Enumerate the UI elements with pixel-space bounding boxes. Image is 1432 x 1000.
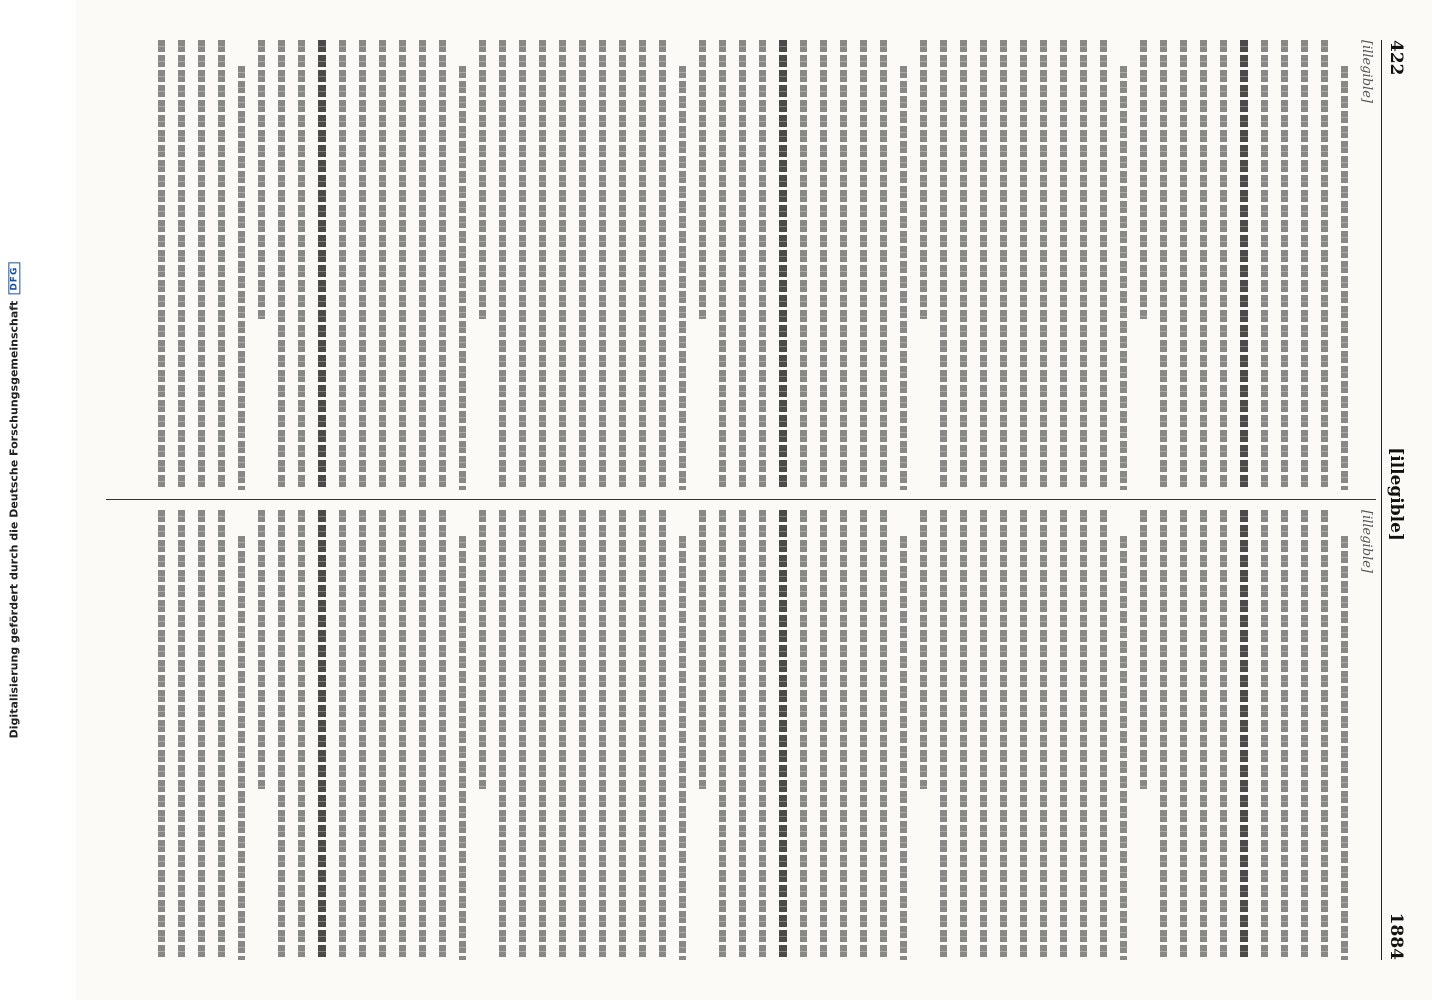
text-line xyxy=(359,40,366,490)
text-line xyxy=(459,66,466,490)
text-line xyxy=(439,40,446,490)
text-line xyxy=(840,510,847,960)
digitization-footer xyxy=(0,0,28,1000)
text-line xyxy=(1100,510,1107,960)
text-lines-left xyxy=(158,40,1348,490)
text-line xyxy=(1100,40,1107,490)
text-line xyxy=(679,66,686,490)
text-line xyxy=(1341,536,1348,960)
digitization-credit: Digitalisierung gefördert durch die Deutsche Forschungsgemeinschaft xyxy=(7,300,21,738)
text-line xyxy=(1301,510,1308,960)
text-line xyxy=(599,510,606,960)
text-line xyxy=(399,510,406,960)
text-line xyxy=(659,510,666,960)
text-line xyxy=(1160,510,1167,960)
column-divider xyxy=(106,499,1376,500)
text-line xyxy=(880,40,887,490)
text-line xyxy=(298,510,305,960)
text-line xyxy=(1040,40,1047,490)
text-line xyxy=(940,40,947,490)
text-line xyxy=(1220,510,1227,960)
dfg-logo: DFG xyxy=(8,262,20,294)
text-line xyxy=(599,40,606,490)
text-line xyxy=(960,510,967,960)
text-line xyxy=(759,510,766,960)
page-header xyxy=(1381,40,1414,960)
text-line xyxy=(1140,510,1147,789)
text-line xyxy=(619,510,626,960)
text-line xyxy=(1321,40,1328,490)
text-line xyxy=(339,40,346,490)
text-line xyxy=(1321,510,1328,960)
text-line xyxy=(1281,40,1288,490)
text-line xyxy=(679,536,686,960)
text-line xyxy=(1020,40,1027,490)
text-line xyxy=(779,40,787,490)
text-line xyxy=(920,510,927,789)
text-line xyxy=(399,40,406,490)
text-line xyxy=(158,40,165,490)
text-line xyxy=(278,40,285,490)
text-line xyxy=(198,40,205,490)
text-line xyxy=(339,510,346,960)
text-line xyxy=(699,510,706,789)
column-left-text: [illegible] xyxy=(1359,40,1374,103)
text-line xyxy=(980,510,987,960)
text-line xyxy=(1080,40,1087,490)
text-line xyxy=(459,536,466,960)
text-line xyxy=(238,536,245,960)
text-line xyxy=(379,40,386,490)
page-date: 1884 xyxy=(1386,912,1406,960)
scanned-page xyxy=(76,0,1432,1000)
text-line xyxy=(1000,40,1007,490)
text-line xyxy=(900,66,907,490)
page-number: 422 xyxy=(1386,40,1406,76)
text-line xyxy=(178,40,185,490)
text-line xyxy=(298,40,305,490)
text-line xyxy=(739,510,746,960)
text-line xyxy=(519,40,526,490)
text-line xyxy=(800,40,807,490)
text-line xyxy=(639,510,646,960)
text-lines-right xyxy=(158,510,1348,960)
text-line xyxy=(1261,510,1268,960)
text-line xyxy=(960,40,967,490)
text-line xyxy=(1301,40,1308,490)
text-line xyxy=(1060,510,1067,960)
text-line xyxy=(439,510,446,960)
text-column-right xyxy=(106,510,1376,960)
text-line xyxy=(1200,40,1207,490)
text-line xyxy=(860,510,867,960)
text-line xyxy=(820,40,827,490)
text-line xyxy=(559,40,566,490)
text-line xyxy=(419,510,426,960)
text-line xyxy=(1261,40,1268,490)
text-line xyxy=(559,510,566,960)
text-line xyxy=(779,510,787,960)
text-line xyxy=(659,40,666,490)
text-line xyxy=(218,510,225,960)
text-line xyxy=(238,66,245,490)
text-line xyxy=(539,40,546,490)
text-line xyxy=(840,40,847,490)
text-line xyxy=(1060,40,1067,490)
text-line xyxy=(579,510,586,960)
text-line xyxy=(699,40,706,319)
text-line xyxy=(900,536,907,960)
text-line xyxy=(800,510,807,960)
text-line xyxy=(1140,40,1147,319)
text-line xyxy=(178,510,185,960)
text-column-left xyxy=(106,40,1376,490)
text-line xyxy=(379,510,386,960)
text-line xyxy=(579,40,586,490)
text-line xyxy=(1220,40,1227,490)
text-line xyxy=(1341,66,1348,490)
text-line xyxy=(1180,40,1187,490)
column-right-text: [illegible] xyxy=(1359,510,1374,573)
text-line xyxy=(619,40,626,490)
text-line xyxy=(860,40,867,490)
text-line xyxy=(1281,510,1288,960)
text-line xyxy=(940,510,947,960)
text-line xyxy=(479,510,486,789)
text-line xyxy=(820,510,827,960)
text-line xyxy=(499,40,506,490)
page-title: [illegible] xyxy=(1386,447,1406,541)
text-line xyxy=(359,510,366,960)
text-line xyxy=(719,510,726,960)
text-line xyxy=(880,510,887,960)
text-line xyxy=(318,510,326,960)
text-line xyxy=(499,510,506,960)
text-line xyxy=(1040,510,1047,960)
text-line xyxy=(1120,536,1127,960)
text-line xyxy=(739,40,746,490)
text-line xyxy=(198,510,205,960)
text-line xyxy=(980,40,987,490)
text-line xyxy=(1240,510,1248,960)
text-line xyxy=(719,40,726,490)
text-line xyxy=(1080,510,1087,960)
text-line xyxy=(920,40,927,319)
text-line xyxy=(479,40,486,319)
text-line xyxy=(639,40,646,490)
text-line xyxy=(419,40,426,490)
text-line xyxy=(1160,40,1167,490)
text-line xyxy=(519,510,526,960)
text-line xyxy=(258,510,265,789)
text-line xyxy=(1000,510,1007,960)
text-line xyxy=(539,510,546,960)
text-line xyxy=(278,510,285,960)
text-line xyxy=(1200,510,1207,960)
text-line xyxy=(1120,66,1127,490)
text-line xyxy=(1020,510,1027,960)
text-line xyxy=(1240,40,1248,490)
text-line xyxy=(258,40,265,319)
text-line xyxy=(759,40,766,490)
text-line xyxy=(158,510,165,960)
text-line xyxy=(218,40,225,490)
text-line xyxy=(1180,510,1187,960)
text-line xyxy=(318,40,326,490)
